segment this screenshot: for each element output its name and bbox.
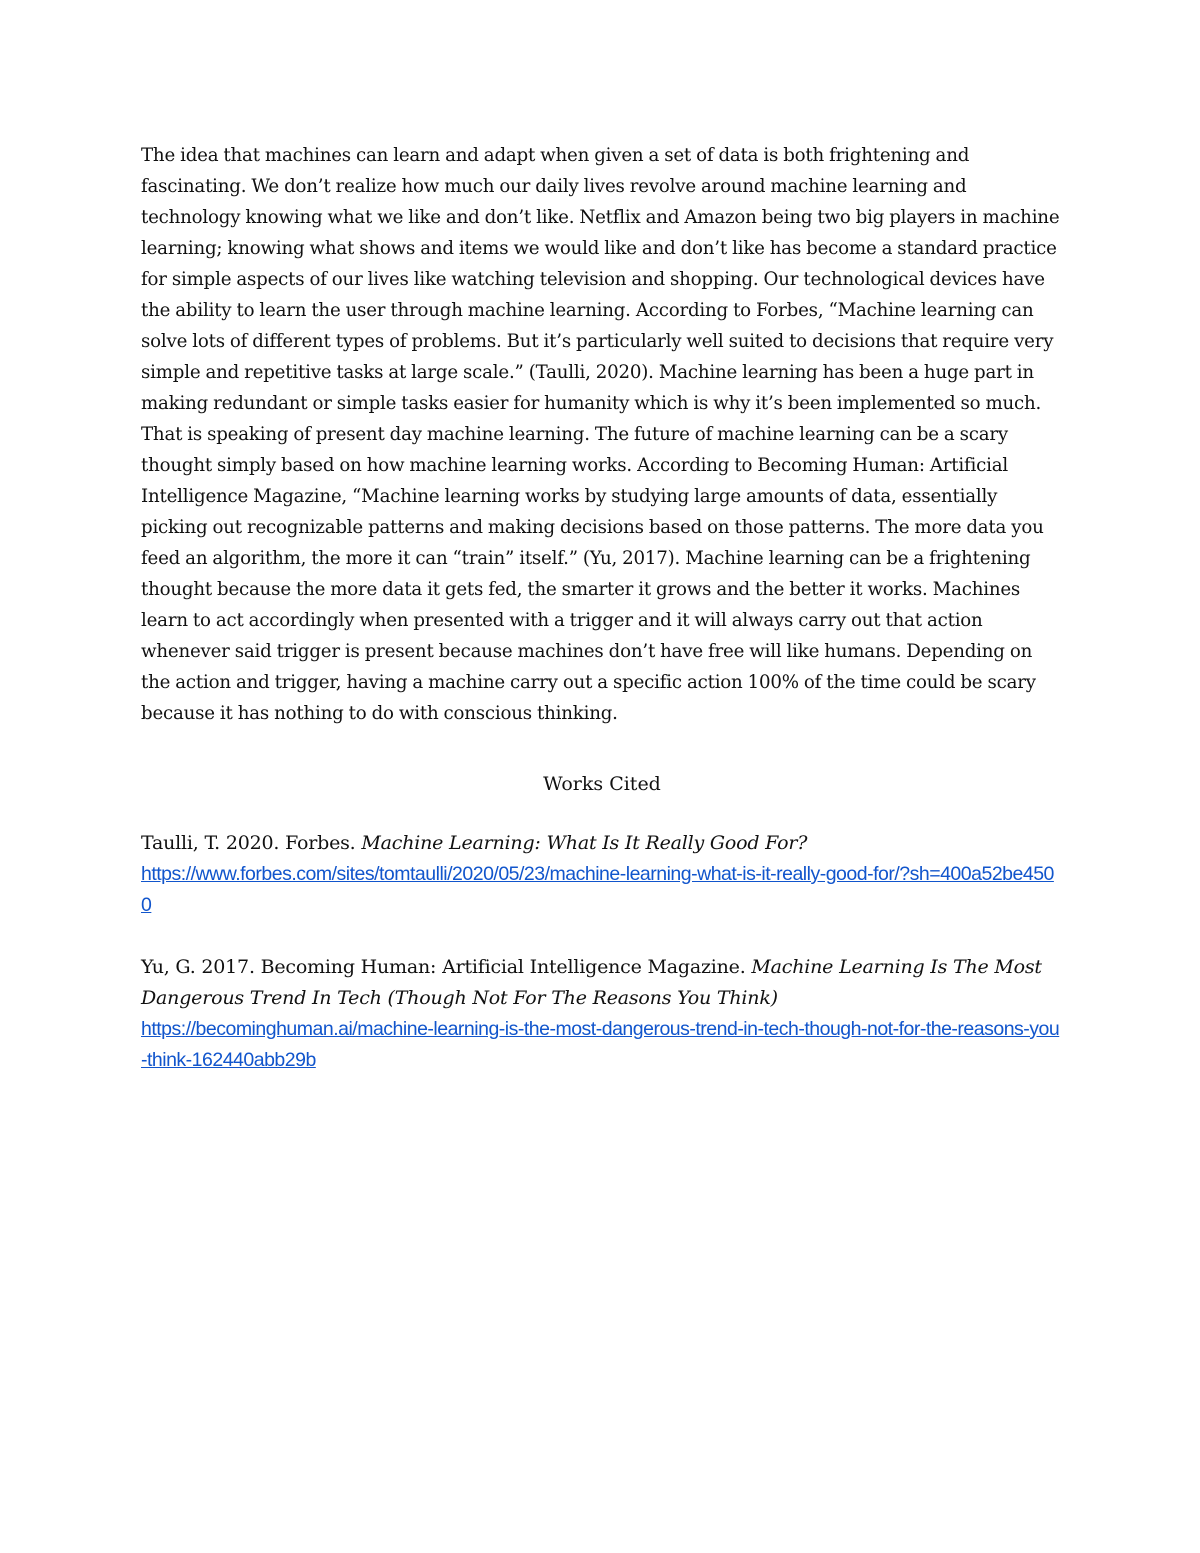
citation-link-forbes[interactable]: https://www.forbes.com/sites/tomtaulli/2020/05/23/machine-learning-what-is-it-really-good-for/?sh=400a52be4500 — [141, 863, 1054, 916]
citation-title: Machine Learning Is The Most Dangerous Trend In Tech (Though Not For The Reasons You Think) — [141, 956, 1042, 1009]
citation-title: Machine Learning: What Is It Really Good For? — [361, 832, 808, 854]
citation-link-becominghuman[interactable]: https://becominghuman.ai/machine-learning-is-the-most-dangerous-trend-in-tech-though-not-for-the-reasons-you-think-162440abb29b — [141, 1018, 1060, 1071]
body-paragraph: The idea that machines can learn and adapt when given a set of data is both frightening and fascinating. We don’t realize how much our daily lives revolve around machine learning and technology knowing what we like and don’t like. Netflix and Amazon being two big players in machine learning; knowing what shows and items we would like and don’t like has become a standard practice for simple aspects of our lives like watching television and shopping. Our technological devices have the ability to learn the user through machine learning. According to Forbes, “Machine learning can solve lots of different types of problems. But it’s particularly well suited to decisions that require very simple and repetitive tasks at large scale.” (Taulli, 2020). Machine learning has been a huge part in making redundant or simple tasks easier for humanity which is why it’s been implemented so much. That is speaking of present day machine learning. The future of machine learning can be a scary thought simply based on how machine learning works. According to Becoming Human: Artificial Intelligence Magazine, “Machine learning works by studying large amounts of data, essentially picking out recognizable patterns and making decisions based on those patterns. The more data you feed an algorithm, the more it can “train” itself.” (Yu, 2017). Machine learning can be a frightening thought because the more data it gets fed, the smarter it grows and the better it works. Machines learn to act accordingly when presented with a trigger and it will always carry out that action whenever said trigger is present because machines don’t have free will like humans. Depending on the action and trigger, having a machine carry out a specific action 100% of the time could be scary because it has nothing to do with conscious thinking. — [141, 145, 1060, 724]
citation-prefix: Yu, G. 2017. Becoming Human: Artificial Intelligence Magazine. — [141, 956, 752, 978]
citation-taulli — [141, 828, 1063, 921]
citation-prefix: Taulli, T. 2020. Forbes. — [141, 832, 362, 854]
works-cited-heading: Works Cited — [543, 773, 661, 795]
citation-yu — [141, 952, 1063, 1076]
document-page — [141, 140, 1063, 1076]
